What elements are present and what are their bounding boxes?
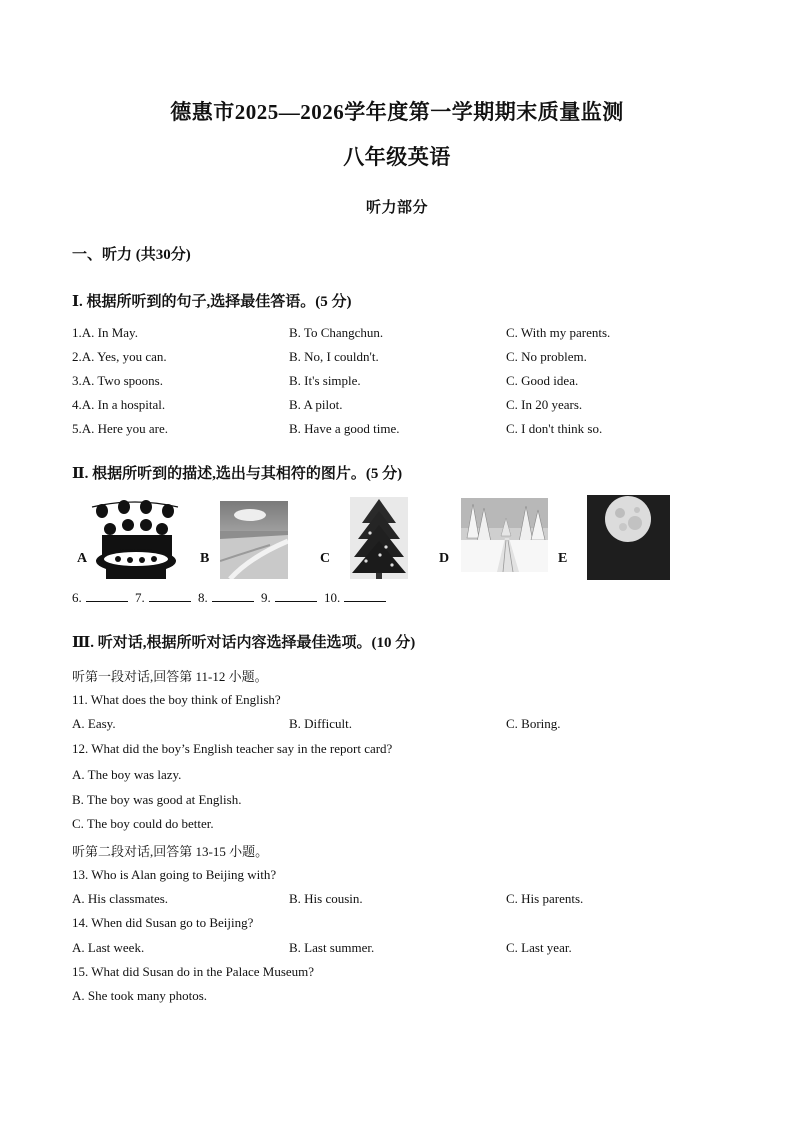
q13-option-c: C. His parents. (506, 891, 584, 906)
q1-option-a: 1.A. In May. (72, 325, 138, 340)
q1-option-c: C. With my parents. (506, 325, 611, 340)
part-heading: 听力部分 (365, 200, 428, 216)
part-ii-heading: Ⅱ. 根据所听到的描述,选出与其相符的图片。(5 分) (72, 466, 403, 482)
blank-10[interactable] (344, 591, 386, 602)
q15-option-a: A. She took many photos. (72, 988, 208, 1003)
q3-option-c: C. Good idea. (506, 373, 579, 388)
blank-9[interactable] (275, 591, 317, 602)
blank-6-number: 6. (72, 590, 82, 605)
snowy-forest-picture (461, 498, 548, 572)
q11-text: 11. What does the boy think of English? (72, 692, 281, 707)
blank-7-number: 7. (135, 590, 145, 605)
q11-option-c: C. Boring. (506, 716, 561, 731)
q4-option-a: 4.A. In a hospital. (72, 397, 166, 412)
christmas-tree-picture (350, 497, 408, 579)
part-i-heading: Ⅰ. 根据所听到的句子,选择最佳答语。(5 分) (72, 294, 352, 310)
full-moon-picture (587, 495, 670, 580)
dialog-2-instruction: 听第二段对话,回答第 13-15 小题。 (72, 844, 269, 859)
beach-picture (220, 501, 288, 579)
blank-6[interactable] (86, 591, 128, 602)
picture-label-d: D (439, 551, 450, 566)
blank-10-number: 10. (324, 590, 341, 605)
q4-option-c: C. In 20 years. (506, 397, 583, 412)
exam-title: 德惠市2025—2026学年度第一学期期末质量监测 (170, 100, 624, 124)
q15-text: 15. What did Susan do in the Palace Museum? (72, 964, 315, 979)
q2-option-c: C. No problem. (506, 349, 587, 364)
family-dinner-picture (88, 495, 182, 581)
q11-option-b: B. Difficult. (289, 716, 352, 731)
picture-label-e: E (558, 551, 568, 566)
picture-label-b: B (200, 551, 210, 566)
q12-option-c: C. The boy could do better. (72, 816, 214, 831)
q14-option-c: C. Last year. (506, 940, 572, 955)
blank-8[interactable] (212, 591, 254, 602)
q11-option-a: A. Easy. (72, 716, 116, 731)
blank-7[interactable] (149, 591, 191, 602)
picture-label-a: A (77, 551, 88, 566)
q12-text: 12. What did the boy’s English teacher say in the report card? (72, 741, 393, 756)
q12-option-a: A. The boy was lazy. (72, 767, 182, 782)
answer-blanks-row (72, 590, 390, 606)
q14-text: 14. When did Susan go to Beijing? (72, 915, 254, 930)
q3-option-a: 3.A. Two spoons. (72, 373, 163, 388)
q1-option-b: B. To Changchun. (289, 325, 384, 340)
q14-option-a: A. Last week. (72, 940, 145, 955)
picture-label-c: C (320, 551, 331, 566)
dialog-1-instruction: 听第一段对话,回答第 11-12 小题。 (72, 669, 268, 684)
q3-option-b: B. It's simple. (289, 373, 361, 388)
q14-option-b: B. Last summer. (289, 940, 375, 955)
blank-8-number: 8. (198, 590, 208, 605)
q5-option-b: B. Have a good time. (289, 421, 400, 436)
section-heading: 一、听力 (共30分) (72, 247, 191, 263)
q13-option-a: A. His classmates. (72, 891, 169, 906)
q13-text: 13. Who is Alan going to Beijing with? (72, 867, 277, 882)
q13-option-b: B. His cousin. (289, 891, 363, 906)
q2-option-a: 2.A. Yes, you can. (72, 349, 167, 364)
q12-option-b: B. The boy was good at English. (72, 792, 242, 807)
q2-option-b: B. No, I couldn't. (289, 349, 379, 364)
part-iii-heading: Ⅲ. 听对话,根据所听对话内容选择最佳选项。(10 分) (72, 635, 416, 651)
blank-9-number: 9. (261, 590, 271, 605)
q5-option-c: C. I don't think so. (506, 421, 603, 436)
q5-option-a: 5.A. Here you are. (72, 421, 169, 436)
exam-subtitle: 八年级英语 (343, 145, 451, 169)
q4-option-b: B. A pilot. (289, 397, 343, 412)
